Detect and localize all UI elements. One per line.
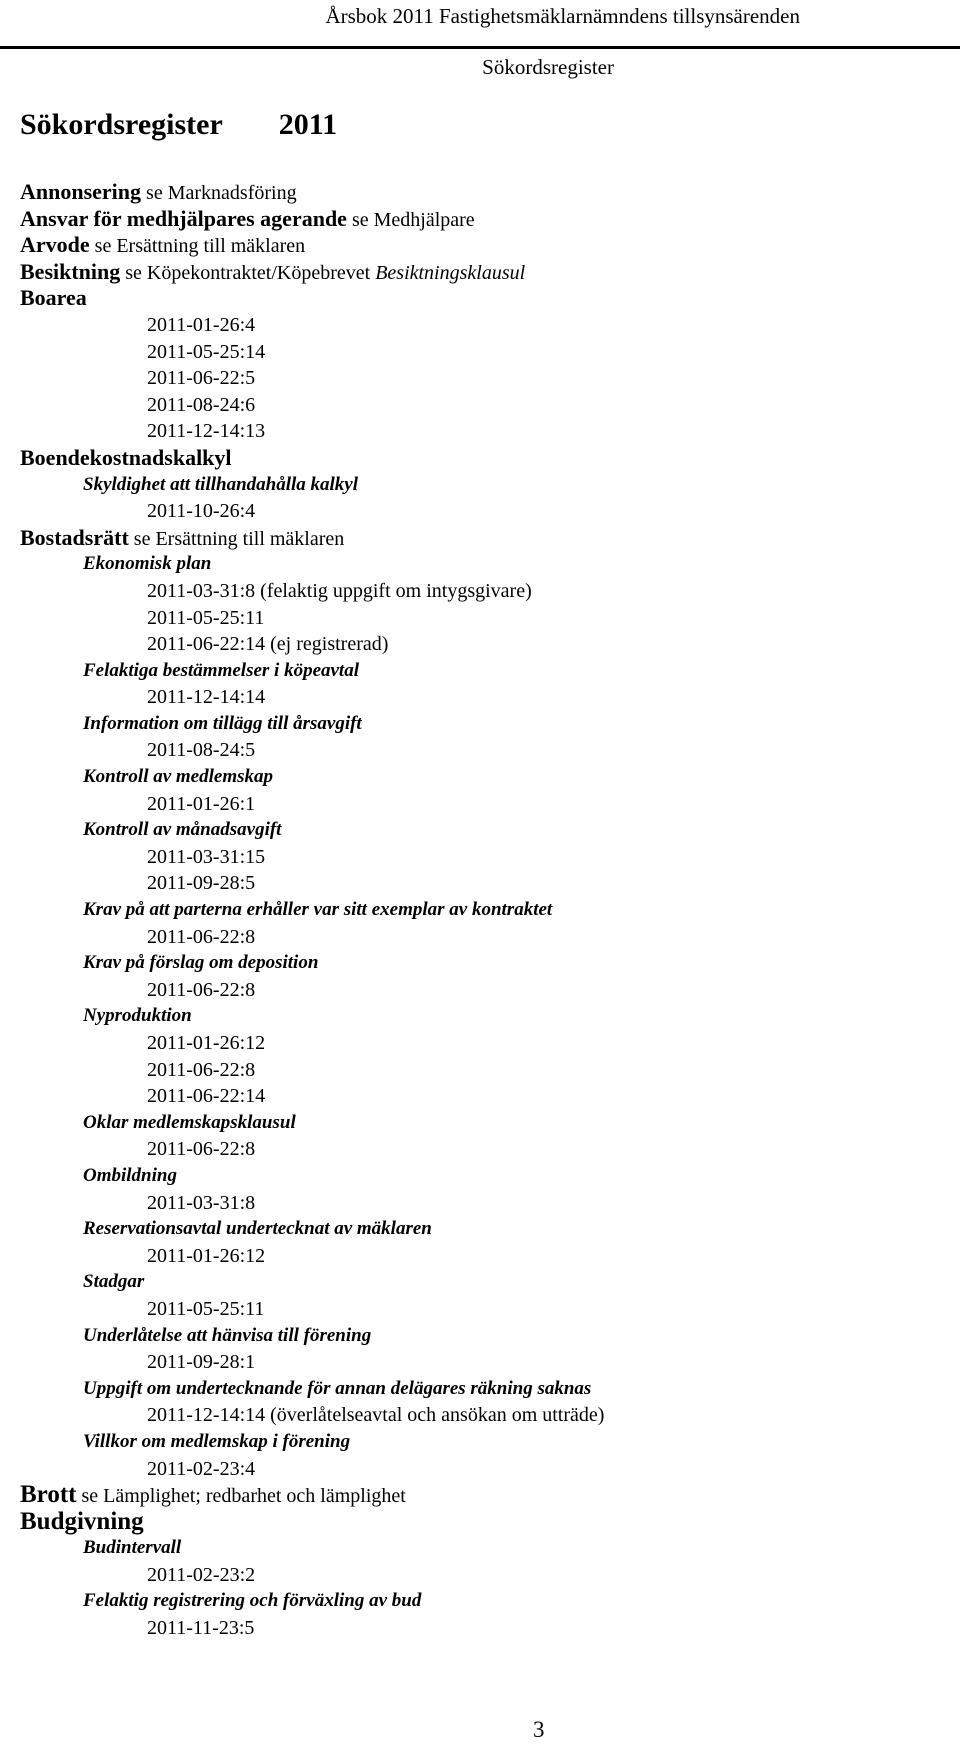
header-rule bbox=[0, 46, 960, 49]
running-header: Årsbok 2011 Fastighetsmäklarnämndens tillsynsärenden bbox=[325, 4, 800, 28]
case-reference: 2011-10-26:4 bbox=[147, 500, 256, 523]
see-reference-text: se Köpekontraktet/Köpebrevet bbox=[125, 261, 371, 284]
case-reference: 2011-09-28:1 bbox=[147, 1351, 256, 1374]
case-reference: 2011-05-25:11 bbox=[147, 606, 265, 629]
index-subheading: Krav på förslag om deposition bbox=[83, 952, 319, 974]
index-headword-line bbox=[20, 445, 960, 472]
case-reference: 2011-05-25:11 bbox=[147, 1297, 265, 1320]
see-reference-subtopic: Besiktningsklausul bbox=[375, 261, 526, 284]
case-reference: 2011-12-14:14 (överlåtelseavtal och ansökan om utträde) bbox=[147, 1404, 605, 1427]
case-reference: 2011-06-22:14 bbox=[147, 1085, 266, 1108]
case-reference: 2011-05-25:14 bbox=[147, 340, 266, 363]
see-reference bbox=[347, 209, 475, 231]
index-subheading: Krav på att parterna erhåller var sitt exemplar av kontraktet bbox=[83, 899, 553, 921]
index-headword: Boarea bbox=[20, 285, 87, 311]
section-header: Sökordsregister bbox=[482, 55, 614, 79]
see-reference bbox=[90, 235, 306, 257]
see-reference-text: se Medhjälpare bbox=[351, 208, 475, 231]
case-reference: 2011-06-22:8 bbox=[147, 1138, 256, 1161]
case-reference: 2011-02-23:2 bbox=[147, 1563, 256, 1586]
index-subheading: Felaktig registrering och förväxling av bud bbox=[83, 1590, 422, 1612]
case-reference: 2011-06-22:5 bbox=[147, 367, 256, 390]
index-subheading: Stadgar bbox=[83, 1271, 145, 1293]
page-title-text: Sökordsregister bbox=[20, 108, 223, 141]
see-reference-text: se Ersättning till mäklaren bbox=[94, 235, 306, 258]
index-headword: Boendekostnadskalkyl bbox=[20, 444, 232, 470]
see-reference bbox=[120, 262, 525, 284]
case-reference: 2011-03-31:8 bbox=[147, 1191, 256, 1214]
case-reference: 2011-01-26:12 bbox=[147, 1032, 266, 1054]
case-reference: 2011-06-22:14 (ej registrerad) bbox=[147, 633, 389, 656]
index-headword: Ansvar för medhjälpares agerande bbox=[20, 205, 347, 231]
see-reference bbox=[76, 1485, 405, 1507]
index-subheading: Ombildning bbox=[83, 1164, 177, 1186]
case-reference: 2011-01-26:1 bbox=[147, 792, 256, 815]
see-reference-text: se Lämplighet; redbarhet och lämplighet bbox=[81, 1485, 406, 1508]
see-reference-text: se Marknadsföring bbox=[146, 182, 297, 204]
case-reference: 2011-11-23:5 bbox=[147, 1617, 255, 1640]
index-headword: Annonsering bbox=[20, 179, 142, 204]
index-headword: Bostadsrätt bbox=[20, 524, 129, 550]
case-reference: 2011-09-28:5 bbox=[147, 872, 256, 895]
case-reference: 2011-06-22:8 bbox=[147, 1058, 256, 1081]
case-reference: 2011-03-31:15 bbox=[147, 845, 266, 868]
case-reference: 2011-06-22:8 bbox=[147, 925, 256, 948]
index-subheading: Felaktiga bestämmelser i köpeavtal bbox=[83, 659, 359, 681]
case-reference: 2011-02-23:4 bbox=[147, 1457, 256, 1480]
index-headword: Arvode bbox=[20, 232, 90, 258]
case-reference: 2011-12-14:13 bbox=[147, 420, 266, 443]
case-reference: 2011-01-26:12 bbox=[147, 1244, 266, 1267]
index-headword-line bbox=[20, 525, 960, 552]
see-reference bbox=[129, 528, 345, 550]
index-headword-line bbox=[20, 232, 960, 259]
case-reference: 2011-12-14:14 bbox=[147, 686, 266, 709]
index-headword-line bbox=[20, 1509, 960, 1536]
index-subheading: Villkor om medlemskap i förening bbox=[83, 1430, 351, 1452]
page-title-year: 2011 bbox=[278, 108, 338, 141]
index-headword-line bbox=[20, 285, 960, 312]
index-headword-line bbox=[20, 1482, 960, 1509]
index-subheading: Nyproduktion bbox=[83, 1005, 192, 1027]
case-reference: 2011-08-24:5 bbox=[147, 739, 256, 762]
index-subheading: Kontroll av månadsavgift bbox=[83, 819, 282, 841]
index-headword: Besiktning bbox=[20, 258, 121, 284]
index-headword-line bbox=[20, 206, 960, 233]
page-title bbox=[20, 108, 337, 142]
case-reference: 2011-06-22:8 bbox=[147, 978, 256, 1001]
index-subheading: Oklar medlemskapsklausul bbox=[83, 1111, 296, 1133]
index-subheading: Kontroll av medlemskap bbox=[83, 766, 273, 788]
index-subheading: Uppgift om undertecknande för annan delägares räkning saknas bbox=[83, 1377, 592, 1399]
index-headword-line bbox=[20, 179, 960, 206]
case-reference: 2011-08-24:6 bbox=[147, 393, 256, 416]
index-subheading: Skyldighet att tillhandahålla kalkyl bbox=[83, 473, 359, 495]
case-reference: 2011-03-31:8 (felaktig uppgift om intygsgivare) bbox=[147, 579, 532, 602]
index-subheading: Ekonomisk plan bbox=[83, 553, 212, 575]
index-subheading: Budintervall bbox=[83, 1537, 182, 1559]
index-headword: Budgivning bbox=[20, 1507, 144, 1535]
index-subheading: Information om tillägg till årsavgift bbox=[83, 712, 362, 734]
see-reference bbox=[141, 182, 297, 204]
see-reference-text: se Ersättning till mäklaren bbox=[133, 527, 345, 550]
index-entries bbox=[20, 179, 960, 1642]
index-headword-line bbox=[20, 259, 960, 286]
index-headword: Brott bbox=[20, 1481, 77, 1509]
page-number: 3 bbox=[533, 1717, 545, 1742]
case-reference: 2011-01-26:4 bbox=[147, 313, 256, 336]
index-subheading: Reservationsavtal undertecknat av mäklaren bbox=[83, 1218, 432, 1240]
index-subheading: Underlåtelse att hänvisa till förening bbox=[83, 1324, 372, 1346]
